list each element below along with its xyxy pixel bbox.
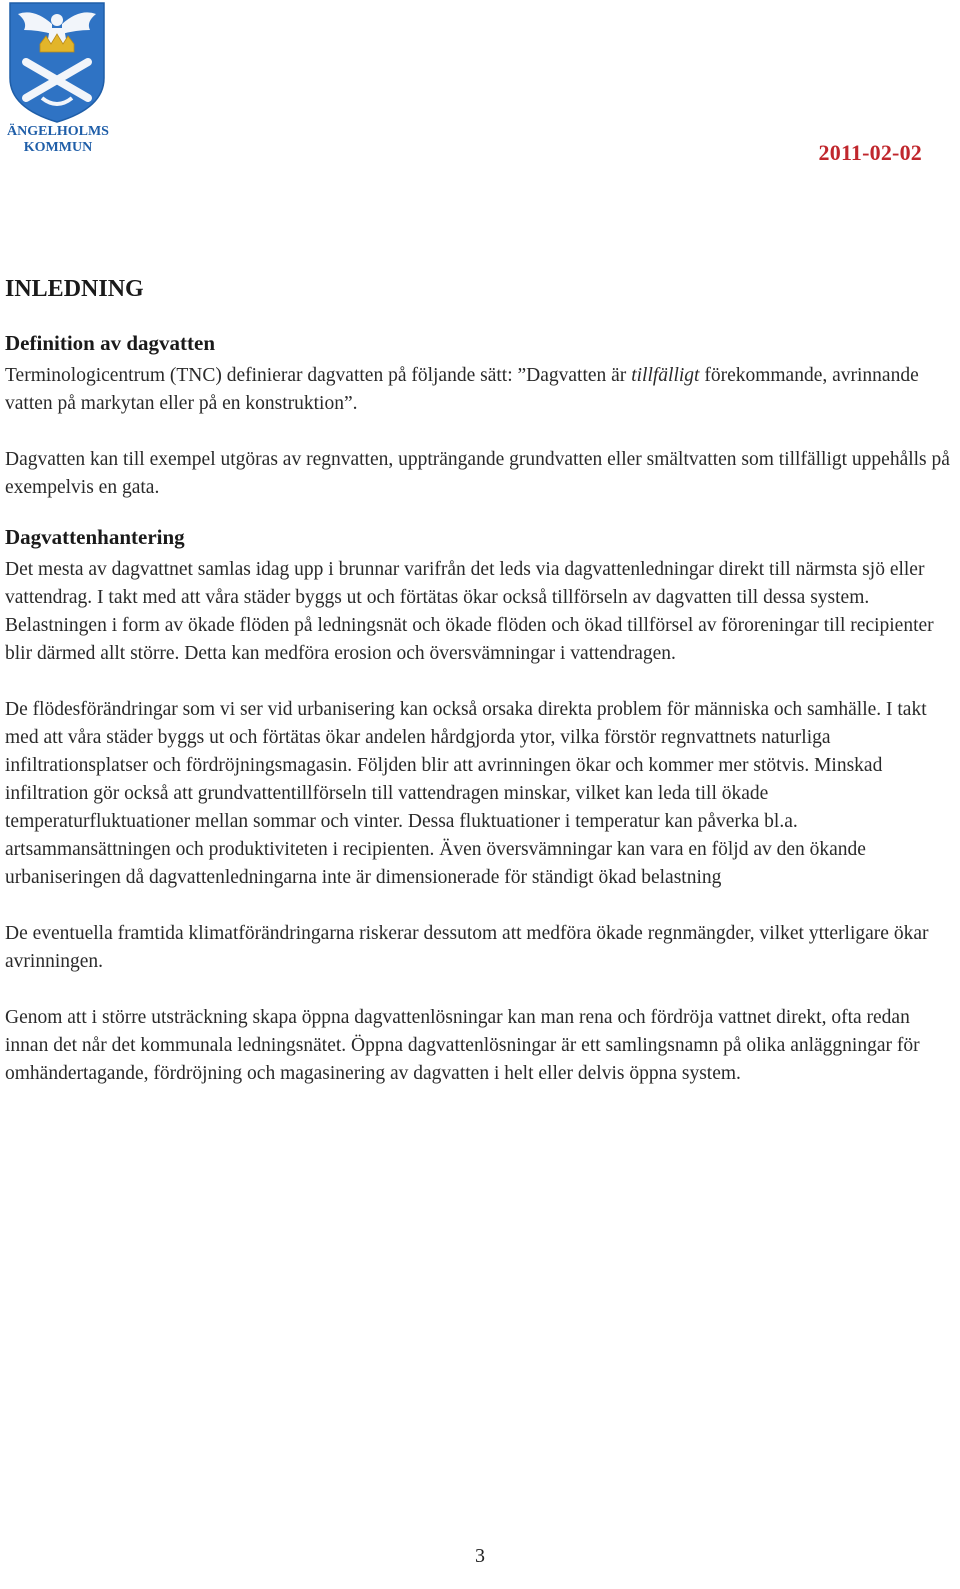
definition-italic-word: tillfälligt [631, 365, 700, 386]
management-paragraph-2: De flödesförändringar som vi ser vid urbanisering kan också orsaka direkta problem för människa och samhälle. I takt med att våra städer byggs ut och förtätas ökar andelen hårdgjorda ytor, vilka förstör regnvattnets naturliga infiltrationsplatser och fördröjningsmagasin. Följden blir att avrinningen ökar och kommer mer stötvis. Minskad infiltration gör också att grundvattentillförseln till vattendragen minskar, vilket kan leda till ökade temperaturfluktuationer mellan sommar och vinter. Dessa fluktuationer i temperatur kan påverka bl.a. artsammansättningen och produktiviteten i recipienten. Även översvämningar kan vara en följd av den ökande urbaniseringen då dagvattenledningarna inte är dimensionerade för ständigt ökad belastning [5, 699, 927, 888]
management-paragraph-1: Det mesta av dagvattnet samlas idag upp i brunnar varifrån det leds via dagvattenledningar direkt till närmsta sjö eller vattendrag. I takt med att våra städer byggs ut och förtätas ökar också tillförseln av dagvatten till dessa system. Belastningen i form av ökade flöden på ledningsnät och ökade flöden och ökad tillförsel av föroreningar till recipienter blir därmed allt större. Detta kan medföra erosion och översvämningar i vattendragen. [5, 559, 934, 664]
logo-text-line2: KOMMUN [23, 140, 93, 155]
section-heading-definition: Definition av dagvatten [5, 331, 215, 355]
definition-text-end: förekommande, avrinnande vatten på markytan eller på en konstruktion”. [5, 365, 919, 414]
document-title: INLEDNING [5, 276, 144, 302]
definition-text-start: Terminologicentrum (TNC) definierar dagvatten på följande sätt: ”Dagvatten är [5, 365, 632, 386]
municipality-logo [4, 0, 112, 160]
example-paragraph: Dagvatten kan till exempel utgöras av regnvatten, uppträngande grundvatten eller smältvatten som tillfälligt uppehålls på exempelvis en gata. [5, 449, 950, 498]
page-number: 3 [475, 1545, 485, 1567]
management-paragraph-4: Genom att i större utsträckning skapa öppna dagvattenlösningar kan man rena och fördröja vattnet direkt, ofta redan innan det når det kommunala ledningsnätet. Öppna dagvattenlösningar är ett samlingsnamn på olika anläggningar för omhändertagande, fördröjning och magasinering av dagvatten i helt eller delvis öppna system. [5, 1007, 920, 1084]
definition-paragraph [5, 362, 950, 418]
document-body [5, 272, 950, 1116]
management-paragraph-3: De eventuella framtida klimatförändringarna riskerar dessutom att medföra ökade regnmängder, vilket ytterligare ökar avrinningen. [5, 923, 929, 972]
document-date: 2011-02-02 [818, 140, 922, 165]
section-heading-management: Dagvattenhantering [5, 525, 185, 549]
logo-text-line1: ÄNGELHOLMS [7, 124, 109, 139]
